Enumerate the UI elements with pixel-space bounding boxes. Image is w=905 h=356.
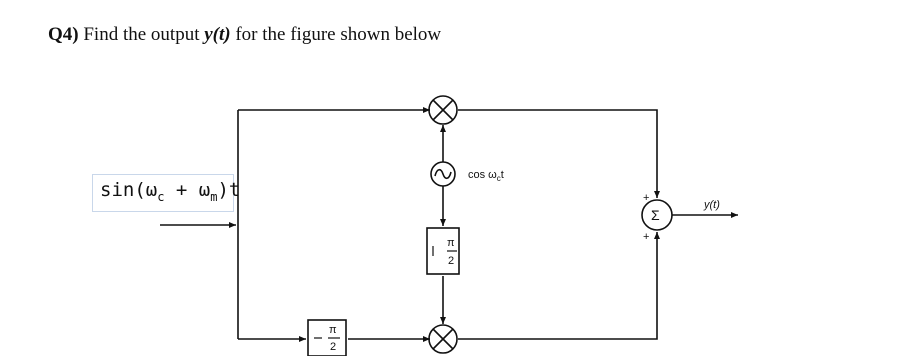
summer-symbol: Σ	[651, 207, 660, 223]
sine-wave-icon	[435, 170, 451, 179]
question-text-after: for the figure shown below	[235, 24, 442, 45]
lower-shift-denominator: 2	[330, 341, 337, 353]
lower-multiplier	[429, 325, 457, 353]
question-math: y(t)	[204, 24, 231, 45]
summer-plus-bottom: +	[643, 231, 650, 243]
question-text-before: Find the output	[83, 24, 200, 45]
middle-shift-numerator: π	[447, 237, 455, 249]
input-signal-base: sin(ω	[100, 179, 158, 201]
summer-plus-top: +	[643, 192, 650, 204]
input-signal-sub-m: m	[210, 189, 218, 204]
input-signal-sub-c: c	[157, 189, 165, 204]
lower-phase-shifter	[308, 320, 346, 356]
lower-shift-numerator: π	[329, 324, 337, 336]
middle-shift-denominator: 2	[448, 255, 455, 267]
upper-out-line	[458, 110, 657, 198]
lower-out-line	[458, 232, 657, 339]
input-signal-plus: + ω	[164, 179, 211, 201]
question-number: Q4)	[48, 24, 79, 45]
upper-multiplier	[429, 96, 457, 124]
input-signal-tail: )t	[217, 179, 241, 201]
output-label: y(t)	[704, 199, 720, 211]
oscillator-label: $\cos \omega_ct$	[468, 169, 504, 183]
